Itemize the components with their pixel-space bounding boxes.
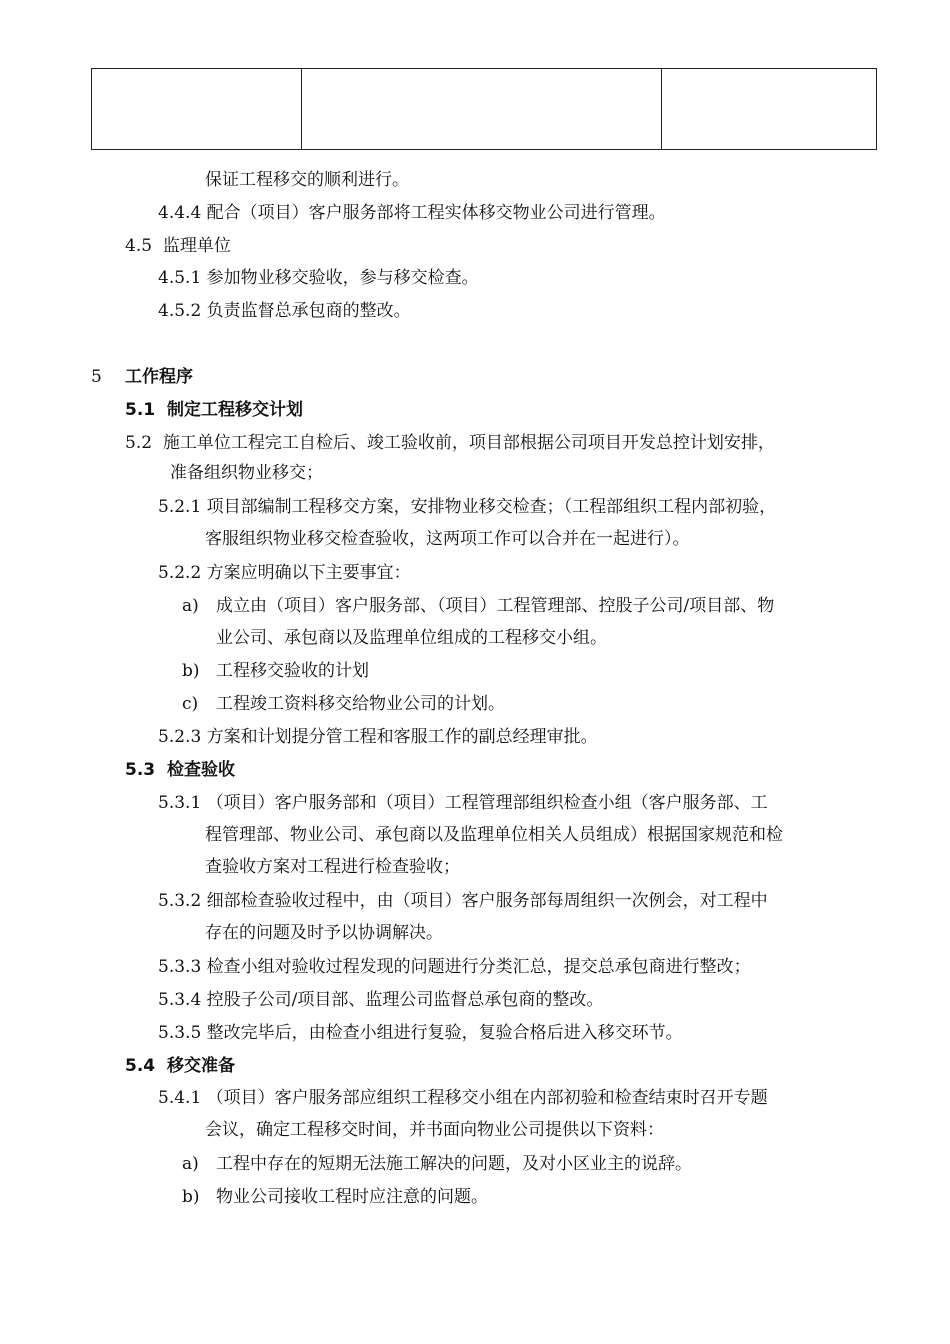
list-item-b [182,660,369,682]
item-number: 4.5.2 [158,301,202,321]
header-cell [302,69,662,150]
section-number: 5.3 [125,760,156,780]
item-number: 5.3.1 [158,793,202,813]
section-number: 5.4 [125,1056,156,1076]
item-5-3-3 [158,956,751,978]
item-text: 细部检查验收过程中，由（项目）客户服务部每周组织一次例会，对工程中 [206,891,768,911]
list-marker: a) [182,596,199,616]
item-number: 5.2.3 [158,727,202,747]
item-5-4-1 [158,1087,768,1109]
item-text: 成立由（项目）客户服务部、（项目）工程管理部、控股子公司/项目部、物 [216,596,775,616]
header-table [91,68,877,150]
list-item-a [182,595,774,617]
item-text: （项目）客户服务部应组织工程移交小组在内部初验和检查结束时召开专题 [206,1088,768,1108]
item-text: 整改完毕后，由检查小组进行复验，复验合格后进入移交环节。 [206,1023,683,1043]
header-cell [662,69,877,150]
item-5-2-3 [158,726,598,748]
item-text: 工程中存在的短期无法施工解决的问题，及对小区业主的说辞。 [216,1154,692,1174]
section-5-4-heading [125,1055,235,1077]
item-text: 负责监督总承包商的整改。 [206,301,411,321]
section-4-5 [125,235,231,257]
item-4-5-1 [158,267,479,289]
item-5-3-2-continuation: 存在的问题及时予以协调解决。 [205,923,443,943]
list-marker: b) [182,1187,200,1207]
chapter-5-heading [91,366,193,388]
item-5-4-1-continuation: 会议，确定工程移交时间，并书面向物业公司提供以下资料： [205,1120,664,1140]
item-5-3-4 [158,989,603,1011]
item-number: 5.2.2 [158,563,202,583]
item-text: 方案应明确以下主要事宜： [206,563,411,583]
item-number: 4.5.1 [158,268,202,288]
chapter-title: 工作程序 [125,367,193,387]
section-title: 移交准备 [166,1056,235,1076]
list-item-a [182,1153,692,1175]
item-number: 5.3.3 [158,957,202,977]
item-4-4-4 [158,202,666,224]
item-text: （项目）客户服务部和（项目）工程管理部组织检查小组（客户服务部、工 [206,793,768,813]
item-5-3-1-continuation: 查验收方案对工程进行检查验收； [205,857,460,877]
section-5-2 [125,432,775,454]
item-5-2-1 [158,496,776,518]
item-text: 项目部编制工程移交方案，安排物业移交检查；（工程部组织工程内部初验， [206,497,777,517]
chapter-number: 5 [91,367,102,387]
list-item-b [182,1186,488,1208]
item-number: 4.4.4 [158,203,202,223]
item-text: 方案和计划提分管工程和客服工作的副总经理审批。 [206,727,598,747]
list-item-a-continuation: 业公司、承包商以及监理单位组成的工程移交小组。 [216,628,607,648]
section-5-1-heading [125,399,303,421]
item-text: 监理单位 [162,236,231,256]
item-5-2-1-continuation: 客服组织物业移交检查验收，这两项工作可以合并在一起进行）。 [205,529,690,549]
item-number: 5.3.4 [158,990,202,1010]
item-text: 物业公司接收工程时应注意的问题。 [216,1187,488,1207]
item-number: 4.5 [125,236,153,256]
item-5-3-1-continuation: 程管理部、物业公司、承包商以及监理单位相关人员组成）根据国家规范和检 [205,825,783,845]
item-5-3-2 [158,890,768,912]
item-text: 配合（项目）客户服务部将工程实体移交物业公司进行管理。 [206,203,666,223]
item-number: 5.2.1 [158,497,202,517]
header-cell [92,69,302,150]
item-text: 工程移交验收的计划 [216,661,369,681]
list-item-c [182,693,505,715]
item-text: 控股子公司/项目部、监理公司监督总承包商的整改。 [206,990,604,1010]
item-number: 5.4.1 [158,1088,202,1108]
list-marker: c) [182,694,199,714]
item-text: 工程竣工资料移交给物业公司的计划。 [216,694,505,714]
section-number: 5.1 [125,400,156,420]
list-marker: a) [182,1154,199,1174]
item-5-2-2 [158,562,411,584]
item-number: 5.2 [125,433,153,453]
item-text: 参加物业移交验收，参与移交检查。 [206,268,479,288]
item-text: 检查小组对验收过程发现的问题进行分类汇总，提交总承包商进行整改； [206,957,751,977]
item-5-3-5 [158,1022,683,1044]
list-marker: b) [182,661,200,681]
paragraph-continuation: 保证工程移交的顺利进行。 [205,170,409,190]
item-text: 施工单位工程完工自检后、竣工验收前，项目部根据公司项目开发总控计划安排， [162,433,775,453]
item-number: 5.3.2 [158,891,202,911]
item-number: 5.3.5 [158,1023,202,1043]
section-title: 制定工程移交计划 [166,400,303,420]
item-5-3-1 [158,792,768,814]
section-5-2-continuation: 准备组织物业移交； [170,463,323,483]
section-5-3-heading [125,759,235,781]
section-title: 检查验收 [166,760,235,780]
item-4-5-2 [158,300,411,322]
